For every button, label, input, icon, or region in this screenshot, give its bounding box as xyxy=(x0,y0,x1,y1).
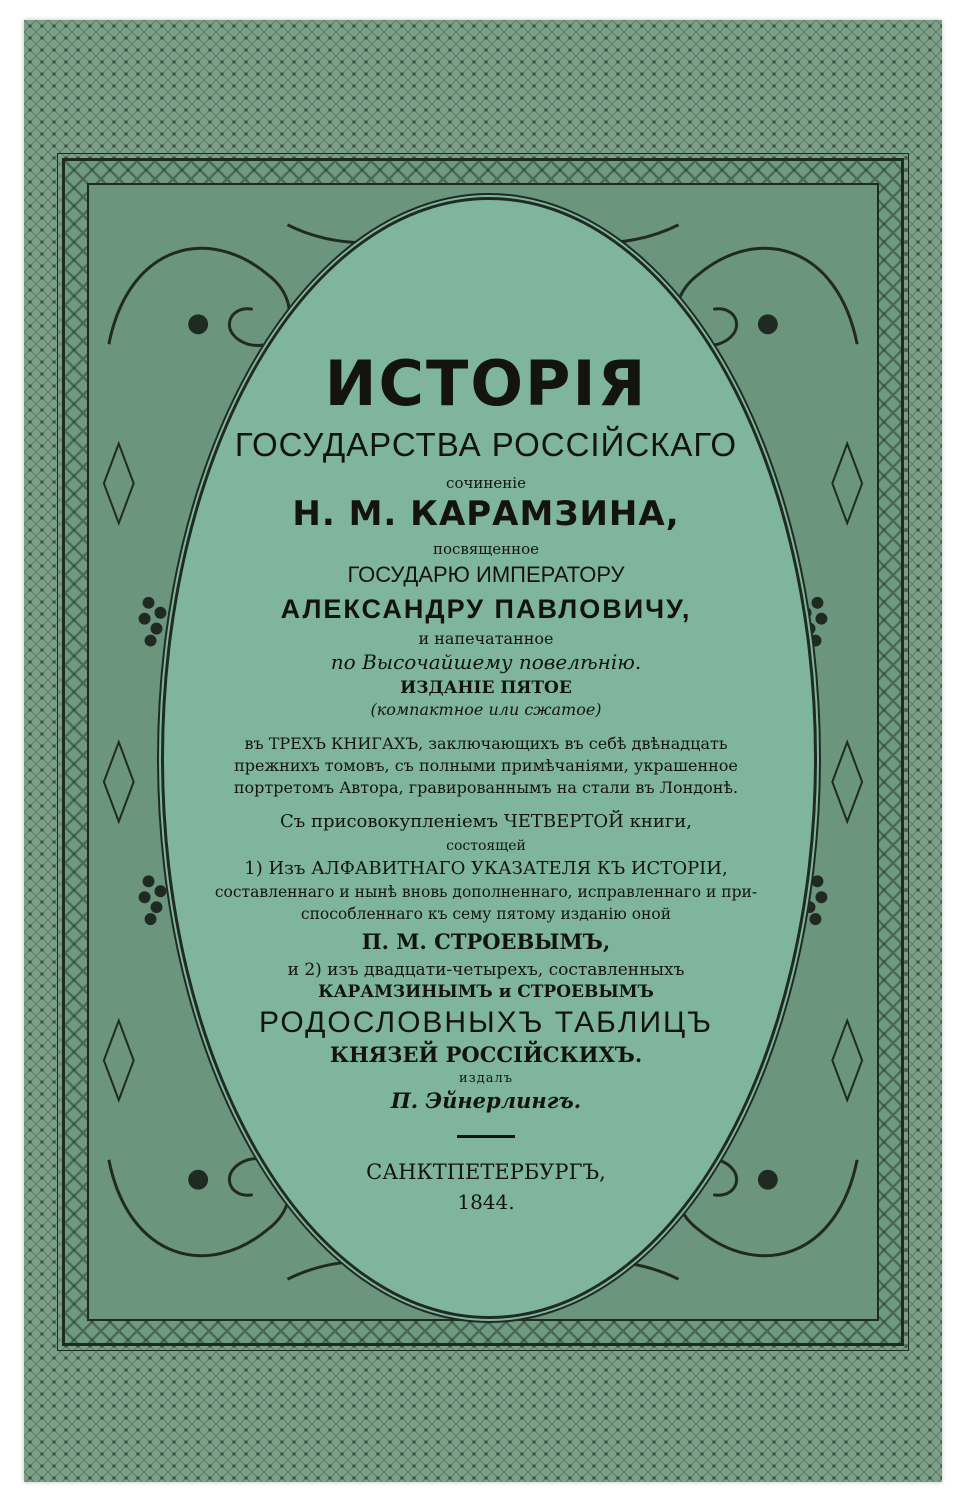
compiled-line: способленнаго къ сему пятому изданію оной xyxy=(300,905,672,923)
dedicated-label: посвященное xyxy=(432,540,540,558)
item-two-line: и 2) изъ двадцати-четырехъ, составленныхъ xyxy=(287,960,685,980)
compiled-line: составленнаго и нынѣ вновь дополненнаго, исправленнаго и при- xyxy=(214,883,758,901)
stroev-name: П. М. СТРОЕВЫМЪ, xyxy=(361,929,611,954)
title-page-text xyxy=(161,197,811,1313)
edition-line: ИЗДАНІЕ ПЯТОЕ xyxy=(400,678,572,698)
book-subtitle: ГОСУДАРСТВА РОССІЙСКАГО xyxy=(234,426,738,463)
princes-line: КНЯЗЕЙ РОССІЙСКИХЪ. xyxy=(329,1042,643,1067)
description-paragraph xyxy=(234,733,738,799)
city-line: САНКТПЕТЕРБУРГЪ, xyxy=(366,1160,606,1184)
book-title: ИСТОРІЯ xyxy=(324,347,648,420)
command-line: по Высочайшему повелѣнію. xyxy=(330,650,642,674)
book-cover xyxy=(24,20,942,1482)
composition-label: сочиненіе xyxy=(446,474,526,492)
fourth-book-line: Съ присовокупленіемъ ЧЕТВЕРТОЙ книги, xyxy=(280,811,692,832)
publisher-name: П. Эйнерлингъ. xyxy=(390,1088,582,1113)
item-one-line: 1) Изъ АЛФАВИТНАГО УКАЗАТЕЛЯ КЪ ИСТОРІИ, xyxy=(244,858,728,879)
description-line: портретомъ Автора, гравированнымъ на стали въ Лондонѣ. xyxy=(233,778,739,797)
published-by-label: издалъ xyxy=(458,1071,514,1086)
genealogical-tables: РОДОСЛОВНЫХЪ ТАБЛИЦЪ xyxy=(259,1006,713,1039)
sovereign-line: ГОСУДАРЮ ИМПЕРАТОРУ xyxy=(347,562,625,587)
edition-note: (компактное или сжатое) xyxy=(370,700,602,719)
compiled-paragraph xyxy=(215,881,757,925)
printed-label: и напечатанное xyxy=(418,629,554,648)
emperor-name: АЛЕКСАНДРУ ПАВЛОВИЧУ, xyxy=(280,594,692,624)
consisting-label: состоящей xyxy=(446,838,526,854)
ornamental-frame xyxy=(62,158,904,1346)
description-line: въ ТРЕХЪ КНИГАХЪ, заключающихъ въ себѣ двѣнадцать xyxy=(244,734,728,753)
divider-rule xyxy=(457,1135,515,1138)
description-line: прежнихъ томовъ, съ полными примѣчаніями, украшенное xyxy=(234,756,738,775)
compilers-line: КАРАМЗИНЫМЪ и СТРОЕВЫМЪ xyxy=(318,982,654,1002)
year-line: 1844. xyxy=(457,1190,515,1214)
author-name: Н. М. КАРАМЗИНА, xyxy=(292,494,680,534)
